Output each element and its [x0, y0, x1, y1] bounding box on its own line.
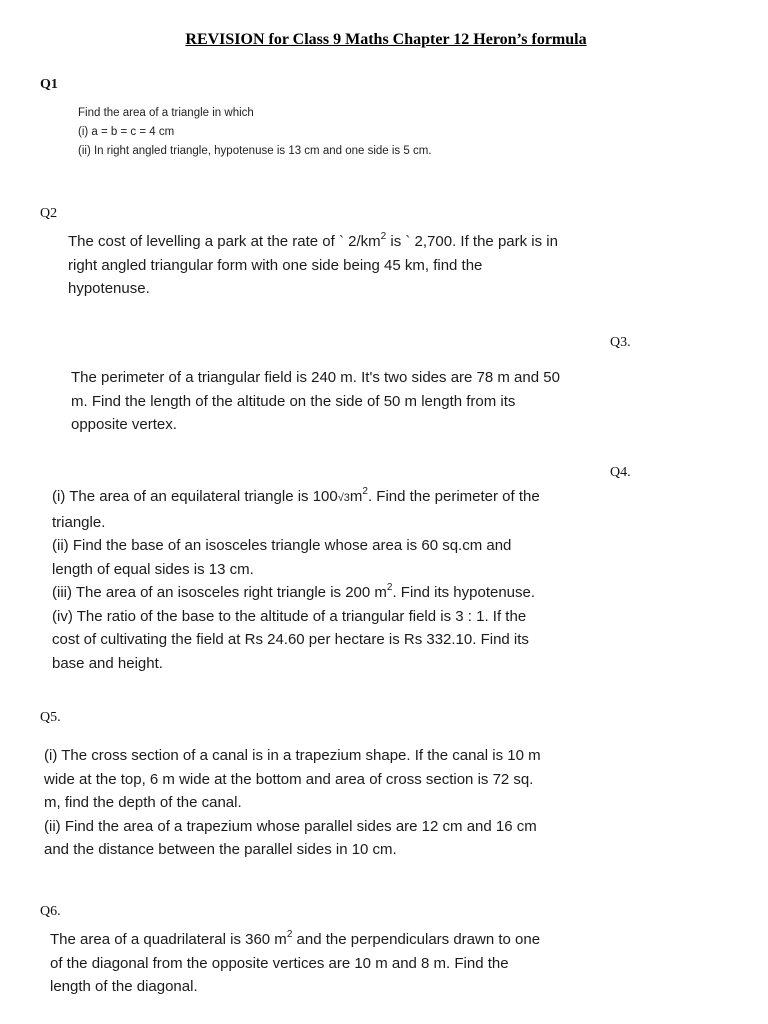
question-2-line-3: hypotenuse.	[68, 280, 150, 297]
question-4-i-a: (i) The area of an equilateral triangle is 100	[52, 488, 338, 505]
question-4-iii-line-1	[52, 581, 540, 605]
question-6-line-1	[50, 928, 540, 952]
question-6-line-3: length of the diagonal.	[50, 978, 198, 995]
question-1-line-2: (i) a = b = c = 4 cm	[78, 126, 175, 138]
question-6-line-2: of the diagonal from the opposite vertices are 10 m and 8 m. Find the	[50, 954, 509, 972]
question-2-text	[68, 230, 558, 301]
question-6-label: Q6.	[40, 904, 61, 919]
question-3-label: Q3.	[610, 335, 631, 350]
question-3-line-1: The perimeter of a triangular field is 240 m. It's two sides are 78 m and 50	[71, 369, 560, 386]
question-6-line-1-a: The area of a quadrilateral is 360 m	[50, 931, 287, 948]
superscript: 2	[286, 929, 293, 940]
question-3-line-2: m. Find the length of the altitude on the side of 50 m length from its	[71, 392, 516, 410]
superscript: 2	[386, 582, 393, 593]
question-4-iv-line-1: (iv) The ratio of the base to the altitude of a triangular field is 3 : 1. If the	[52, 607, 527, 625]
question-4-i-line-1	[52, 485, 540, 511]
question-4-text	[52, 485, 540, 675]
question-4-iv-line-3: base and height.	[52, 654, 163, 672]
question-4-iii-a: (iii) The area of an isosceles right triangle is 200 m	[52, 584, 387, 601]
question-4-i-line-2: triangle.	[52, 513, 106, 531]
question-2-line-1-a: The cost of levelling a park at the rate of ` 2/km	[68, 233, 381, 250]
question-5-line-1: (i) The cross section of a canal is in a trapezium shape. If the canal is 10 m	[44, 747, 541, 764]
page-title: REVISION for Class 9 Maths Chapter 12 Heron’s formula	[185, 31, 587, 48]
question-2-label: Q2	[40, 206, 58, 221]
question-4-iv-line-2: cost of cultivating the field at Rs 24.60 per hectare is Rs 332.10. Find its	[52, 631, 529, 648]
question-5-line-5: and the distance between the parallel sides in 10 cm.	[44, 841, 397, 858]
question-5-line-2: wide at the top, 6 m wide at the bottom and area of cross section is 72 sq.	[44, 770, 534, 788]
question-5-text	[44, 744, 541, 862]
question-2-line-1-b: is ` 2,700. If the park is in	[386, 233, 558, 250]
question-5-line-3: m, find the depth of the canal.	[44, 794, 242, 811]
question-6-line-1-b: and the perpendiculars drawn to one	[292, 931, 541, 948]
superscript: 2	[362, 486, 368, 497]
question-6-text	[50, 928, 540, 999]
question-1-line-1: Find the area of a triangle in which	[78, 107, 254, 119]
question-3-text	[71, 366, 560, 437]
question-4-i-b: . Find the perimeter of the	[367, 488, 540, 505]
question-1-text	[78, 104, 432, 161]
superscript: 2	[380, 231, 387, 242]
question-4-i-m: m	[349, 488, 363, 505]
question-4-iii-b: . Find its hypotenuse.	[392, 584, 536, 601]
sqrt-3-symbol: √3	[337, 492, 350, 504]
question-3-line-3: opposite vertex.	[71, 416, 177, 433]
question-4-ii-line-1: (ii) Find the base of an isosceles triangle whose area is 60 sq.cm and	[52, 537, 512, 554]
question-1-label: Q1	[40, 77, 58, 92]
question-1-line-3: (ii) In right angled triangle, hypotenuse is 13 cm and one side is 5 cm.	[78, 145, 432, 157]
question-4-ii-line-2: length of equal sides is 13 cm.	[52, 560, 254, 578]
question-4-label: Q4.	[610, 465, 631, 480]
question-5-line-4: (ii) Find the area of a trapezium whose parallel sides are 12 cm and 16 cm	[44, 817, 537, 835]
question-5-label: Q5.	[40, 710, 61, 725]
question-2-line-1	[68, 230, 558, 254]
question-2-line-2: right angled triangular form with one side being 45 km, find the	[68, 256, 483, 274]
